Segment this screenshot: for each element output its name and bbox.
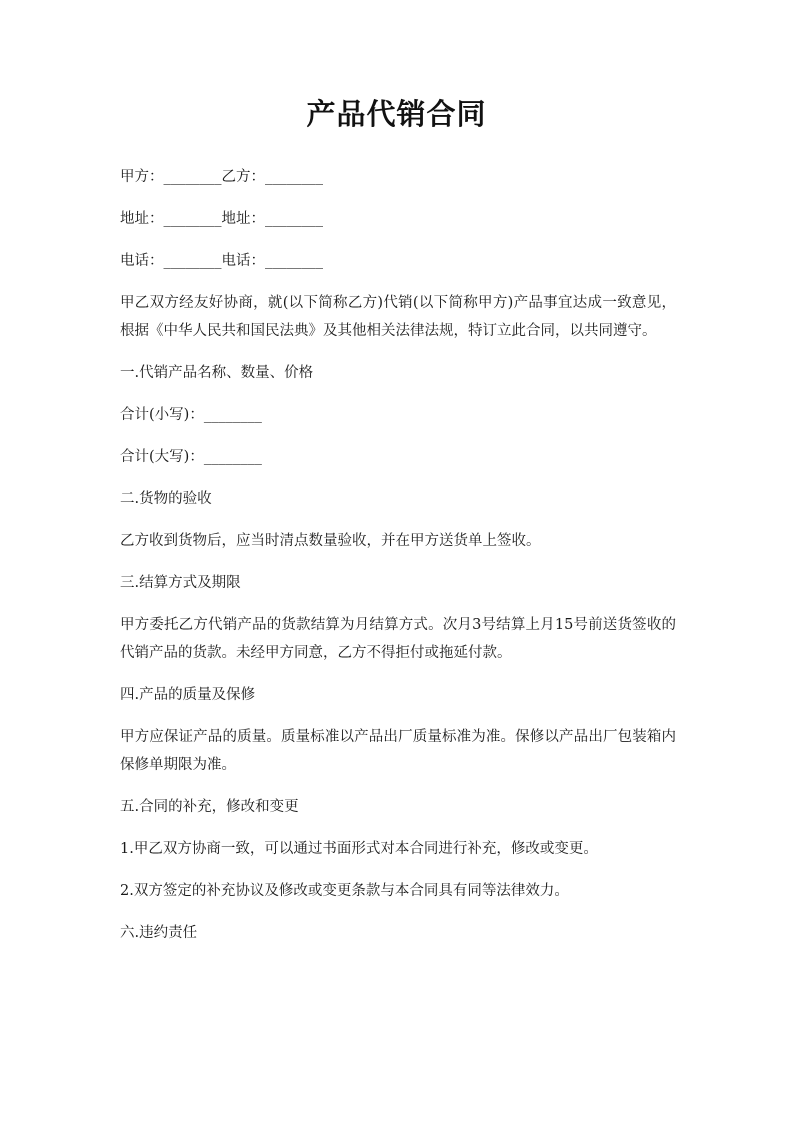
- document-body: [120, 163, 676, 961]
- section-heading-5: 五.合同的补充，修改和变更: [120, 799, 299, 815]
- section-heading-6: 六.违约责任: [120, 925, 198, 941]
- acceptance-paragraph: 乙方收到货物后，应当时清点数量验收，并在甲方送货单上签收。: [120, 533, 541, 549]
- address-line: 地址：________地址：________: [120, 211, 323, 227]
- total-lowercase-line: 合计(小写)：________: [120, 407, 262, 423]
- amendment-clause-1: 1.甲乙双方协商一致，可以通过书面形式对本合同进行补充，修改或变更。: [120, 841, 598, 857]
- document-title: 产品代销合同: [306, 97, 487, 131]
- phone-line: 电话：________电话：________: [120, 253, 323, 269]
- section-heading-4: 四.产品的质量及保修: [120, 687, 256, 703]
- section-heading-3: 三.结算方式及期限: [120, 575, 241, 591]
- section-heading-1: 一.代销产品名称、数量、价格: [120, 365, 314, 381]
- amendment-clause-2: 2.双方签定的补充协议及修改或变更条款与本合同具有同等法律效力。: [120, 883, 569, 899]
- quality-paragraph: 甲方应保证产品的质量。质量标准以产品出厂质量标准为准。保修以产品出厂包装箱内保修单期限为准。: [120, 729, 676, 773]
- total-uppercase-line: 合计(大写)：________: [120, 449, 262, 465]
- intro-paragraph: 甲乙双方经友好协商，就(以下简称乙方)代销(以下简称甲方)产品事宜达成一致意见，根据《中华人民共和国民法典》及其他相关法律法规，特订立此合同，以共同遵守。: [120, 295, 676, 339]
- party-line: 甲方：________乙方：________: [120, 169, 323, 185]
- settlement-paragraph: 甲方委托乙方代销产品的货款结算为月结算方式。次月3号结算上月15号前送货签收的代销产品的货款。未经甲方同意，乙方不得拒付或拖延付款。: [120, 617, 676, 661]
- section-heading-2: 二.货物的验收: [120, 491, 212, 507]
